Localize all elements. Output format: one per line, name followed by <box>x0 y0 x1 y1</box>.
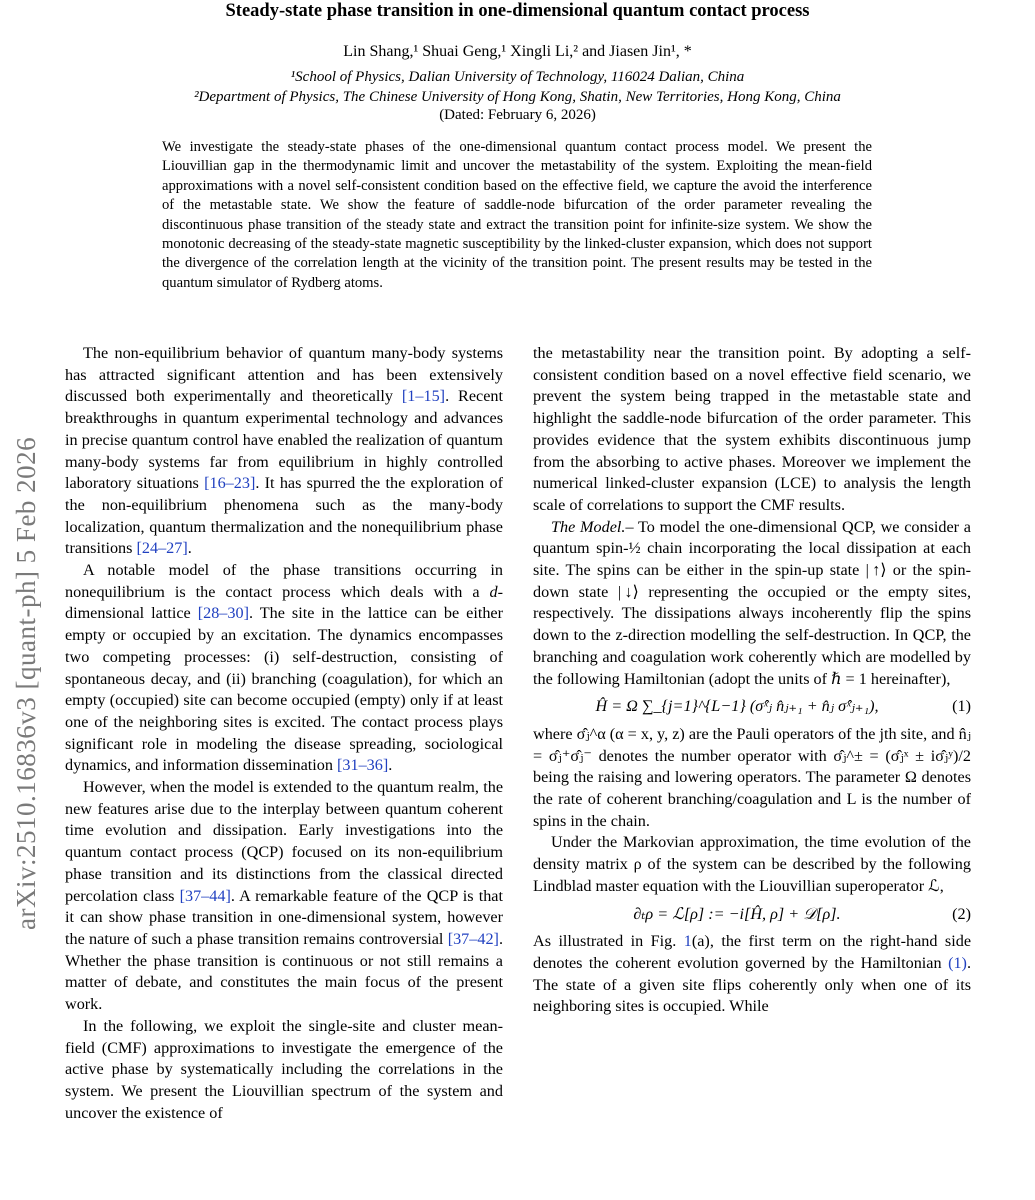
citation-link[interactable]: [37–42] <box>447 929 499 948</box>
intro-paragraph-3: However, when the model is extended to the quantum realm, the new features arise due to the interplay between quantum coherent time evolution and dissipation. Early investigations into the quantum contact process (QCP) focused on its non-equilibrium phase transition and its distinctions from the classical directed percolation class [37–44]. A remarkable feature of the QCP is that it can show phase transition in one-dimensional system, however the nature of such a phase transition remains controversial [37–42]. Whether the phase transition is continuous or not still remains a matter of debate, and constitutes the main focus of the present work. <box>65 778 503 1014</box>
arxiv-stamp <box>8 290 40 930</box>
markov-paragraph: Under the Markovian approximation, the time evolution of the density matrix ρ of the system can be described by the following Lindblad master equation with the Liouvillian superoperator ℒ, <box>533 833 971 895</box>
equation-1-expression: Ĥ = Ω ∑_{j=1}^{L−1} (σ̂ˣⱼ n̂ⱼ₊₁ + n̂ⱼ σ̂ˣⱼ₊₁), <box>595 697 879 716</box>
figure-paragraph: As illustrated in Fig. 1(a), the first term on the right-hand side denotes the coherent evolution governed by the Hamiltonian (1). The state of a given site flips coherently only when one of its neighboring sites is occupied. While <box>533 932 971 1016</box>
affiliation-2: ²Department of Physics, The Chinese University of Hong Kong, Shatin, New Territories, Hong Kong, China <box>194 89 841 105</box>
citation-link[interactable]: [24–27] <box>136 539 188 558</box>
arxiv-identifier: arXiv:2510.16836v3 [quant-ph] 5 Feb 2026 <box>11 436 41 930</box>
equation-2-number: (2) <box>952 904 971 923</box>
intro-paragraph-2: A notable model of the phase transitions occurring in nonequilibrium is the contact process which deals with a d-dimensional lattice [28–30]. The site in the lattice can be either empty or occupied by an excitation. The dynamics encompasses two competing processes: (i) self-destruction, consisting of spontaneous decay, and (ii) branching (coagulation), for which an empty (occupied) site can become occupied (empty) only if at least one of the neighboring sites is excited. The contact process plays significant role in modeling the disease spreading, sociological dynamics, and information dissemination [31–36]. <box>65 561 504 775</box>
pauli-paragraph: where σ̂ⱼ^α (α = x, y, z) are the Pauli operators of the jth site, and n̂ⱼ = σ̂ⱼ⁺σ̂ⱼ⁻ denotes the number operator with σ̂ⱼ^± = (σ̂ⱼˣ ± iσ̂ⱼʸ)/2 being the raising and lowering operators. The parameter Ω denotes the rate of coherent branching/coagulation and L is the number of spins in the chain. <box>533 724 971 830</box>
citation-link[interactable]: [31–36] <box>337 756 389 775</box>
author-list: Lin Shang,¹ Shuai Geng,¹ Xingli Li,² and Jiasen Jin¹, * <box>343 43 692 60</box>
citation-link[interactable]: [28–30] <box>197 604 249 623</box>
intro-paragraph-1: The non-equilibrium behavior of quantum many-body systems has attracted significant attention and has been extensively discussed both experimentally and theoretically [1–15]. Recent breakthroughs in quantum experimental technology and advances in precise quantum control have enabled the realization of quantum many-body systems far from equilibrium in highly controlled laboratory situations [16–23]. It has spurred the the exploration of the non-equilibrium phenomena such as the many-body localization, quantum thermalization and the nonequilibrium phase transitions [24–27]. <box>65 344 503 558</box>
left-column <box>65 343 503 1124</box>
affiliation-1: ¹School of Physics, Dalian University of Technology, 116024 Dalian, China <box>290 69 745 85</box>
section-label: The Model.– <box>551 517 634 536</box>
intro-paragraph-4: In the following, we exploit the single-site and cluster mean-field (CMF) approximations to investigate the emergence of the active phase by systematically including the correlations in the system. We present the Liouvillian spectrum of the system and uncover the existence of <box>65 1016 503 1122</box>
date-line: (Dated: February 6, 2026) <box>439 107 596 123</box>
right-column <box>533 343 971 1018</box>
equation-2-expression: ∂ₜρ = ℒ[ρ] := −i[Ĥ, ρ] + 𝒟[ρ]. <box>633 904 841 923</box>
equation-1 <box>533 696 971 718</box>
right-paragraph-1: the metastability near the transition point. By adopting a self-consistent condition based on a novel effective field scenario, we prevent the system being trapped in the metastable state and highlight the saddle-node bifurcation of the order parameter. This provides evidence that the system exhibits discontinuous jump from the absorbing to active phases. Moreover we implement the numerical linked-cluster expansion (LCE) to analysis the length scale of correlations to support the CMF results. <box>533 344 971 514</box>
paper-title: Steady-state phase transition in one-dimensional quantum contact process <box>225 1 810 21</box>
equation-1-number: (1) <box>952 697 971 716</box>
equation-link[interactable]: (1) <box>948 953 967 972</box>
citation-link[interactable]: [1–15] <box>401 387 446 406</box>
model-paragraph: The Model.– To model the one-dimensional QCP, we consider a quantum spin-½ chain incorporating the local dissipation at each site. The spins can be either in the spin-up state | ↑⟩ or the spin-down state | ↓⟩ representing the occupied or the empty sites, respectively. The dissipations always incoherently flip the spins down to the z-direction modelling the self-destruction. In QCP, the branching and coagulation work coherently which are modelled by the following Hamiltonian (adopt the units of ℏ = 1 hereinafter), <box>533 517 971 688</box>
citation-link[interactable]: [37–44] <box>179 886 231 905</box>
abstract: We investigate the steady-state phases of the one-dimensional quantum contact process model. We present the Liouvillian gap in the thermodynamic limit and uncover the metastability of the system. Exploiting the mean-field approximations with a novel self-consistent condition based on the effective field, we capture the avoid the interference of the metastable state. We show the feature of saddle-node bifurcation of the order parameter revealing the discontinuous phase transition of the steady state and extract the transition point for infinite-size system. We show the monotonic decreasing of the steady-state magnetic susceptibility by the linked-cluster expansion, which does not support the divergence of the correlation length at the vicinity of the transition point. The present results may be tested in the quantum simulator of Rydberg atoms. <box>162 139 872 291</box>
equation-2 <box>533 904 971 926</box>
figure-link[interactable]: 1 <box>683 932 692 951</box>
citation-link[interactable]: [16–23] <box>204 474 256 493</box>
